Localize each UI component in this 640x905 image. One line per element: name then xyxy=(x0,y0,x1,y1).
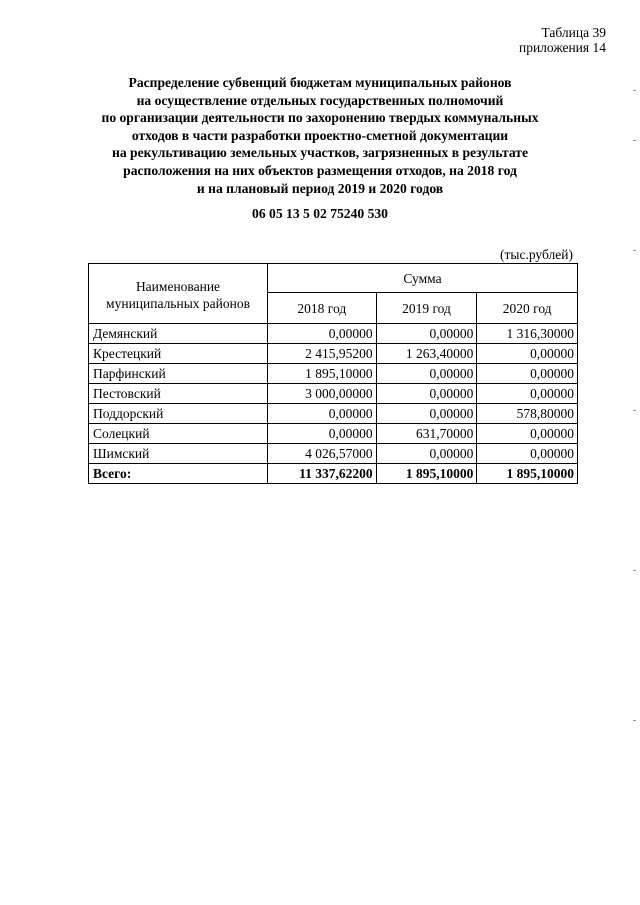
header-year-2020: 2020 год xyxy=(477,293,578,324)
value-2019: 0,00000 xyxy=(376,444,477,464)
table-row xyxy=(89,444,578,464)
table-number: Таблица 39 xyxy=(541,25,606,40)
district-name: Демянский xyxy=(89,324,268,344)
total-row xyxy=(89,464,578,484)
total-2019: 1 895,10000 xyxy=(376,464,477,484)
title-line: по организации деятельности по захоронению твердых коммунальных xyxy=(101,110,539,126)
header-sum: Сумма xyxy=(268,264,578,293)
budget-code: 06 05 13 5 02 75240 530 xyxy=(252,206,388,222)
value-2020: 0,00000 xyxy=(477,444,578,464)
district-name: Солецкий xyxy=(89,424,268,444)
value-2019: 0,00000 xyxy=(376,364,477,384)
header-year-2019: 2019 год xyxy=(376,293,477,324)
value-2018: 0,00000 xyxy=(268,404,377,424)
district-name: Шимский xyxy=(89,444,268,464)
header-district-name: Наименование муниципальных районов xyxy=(89,264,268,324)
value-2018: 4 026,57000 xyxy=(268,444,377,464)
table-row xyxy=(89,344,578,364)
value-2020: 0,00000 xyxy=(477,384,578,404)
district-name: Парфинский xyxy=(89,364,268,384)
document-title xyxy=(70,74,570,223)
value-2019: 0,00000 xyxy=(376,324,477,344)
scan-edge-mark xyxy=(633,410,636,411)
total-label: Всего: xyxy=(89,464,268,484)
table-row xyxy=(89,404,578,424)
district-name: Крестецкий xyxy=(89,344,268,364)
scan-edge-mark xyxy=(633,90,636,91)
title-line: расположения на них объектов размещения отходов, на 2018 год xyxy=(123,162,517,178)
value-2018: 0,00000 xyxy=(268,424,377,444)
value-2019: 0,00000 xyxy=(376,384,477,404)
table-row xyxy=(89,384,578,404)
title-line: отходов в части разработки проектно-сметной документации xyxy=(131,127,509,143)
value-2019: 0,00000 xyxy=(376,404,477,424)
table-row xyxy=(89,324,578,344)
table-row xyxy=(89,424,578,444)
value-2020: 0,00000 xyxy=(477,424,578,444)
title-line: на рекультивацию земельных участков, загрязненных в результате xyxy=(112,145,528,161)
scan-edge-mark xyxy=(633,720,636,721)
total-2018: 11 337,62200 xyxy=(268,464,377,484)
table-row xyxy=(89,364,578,384)
header-row xyxy=(89,264,578,293)
title-line: на осуществление отдельных государственных полномочий xyxy=(136,92,504,108)
district-name: Поддорский xyxy=(89,404,268,424)
appendix-number: приложения 14 xyxy=(518,40,606,55)
scan-edge-mark xyxy=(633,250,636,251)
scan-edge-mark xyxy=(633,570,636,571)
header-year-2018: 2018 год xyxy=(268,293,377,324)
subvention-table xyxy=(88,263,578,484)
title-line: и на плановый период 2019 и 2020 годов xyxy=(196,180,444,196)
district-name: Пестовский xyxy=(89,384,268,404)
scan-edge-mark xyxy=(633,140,636,141)
value-2020: 0,00000 xyxy=(477,364,578,384)
value-2020: 578,80000 xyxy=(477,404,578,424)
table-reference xyxy=(519,25,606,55)
value-2018: 1 895,10000 xyxy=(268,364,377,384)
value-2019: 1 263,40000 xyxy=(376,344,477,364)
value-2018: 2 415,95200 xyxy=(268,344,377,364)
value-2020: 0,00000 xyxy=(477,344,578,364)
value-2018: 0,00000 xyxy=(268,324,377,344)
title-line: Распределение субвенций бюджетам муниципальных районов xyxy=(128,75,512,90)
total-2020: 1 895,10000 xyxy=(477,464,578,484)
value-2019: 631,70000 xyxy=(376,424,477,444)
value-2020: 1 316,30000 xyxy=(477,324,578,344)
units-label: (тыс.рублей) xyxy=(500,247,573,262)
value-2018: 3 000,00000 xyxy=(268,384,377,404)
